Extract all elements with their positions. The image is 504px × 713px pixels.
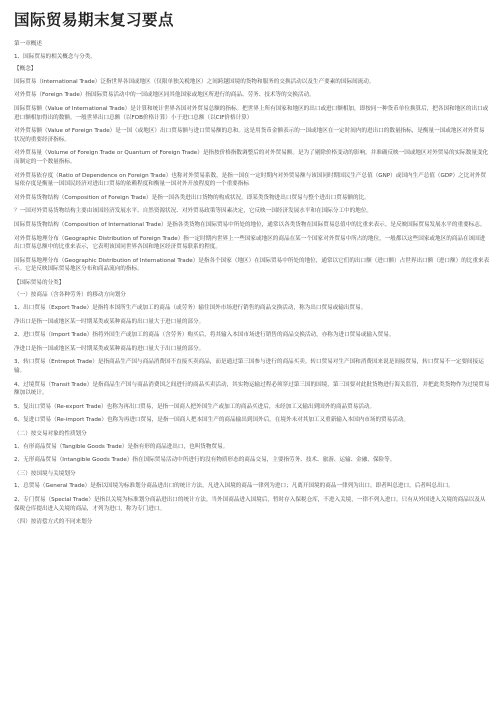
- paragraph: 3、转口贸易（Entrepot Trade）是指商品生产国与商品消费国不直接买卖商品，而是通过第三国参与进行的商品买卖。转口贸易对生产国和消费国来说是间接贸易，转口贸易不一定要间接运输。: [14, 359, 484, 375]
- paragraph: 国际贸易地理分布（Geographic Distribution of International Trade）是指各个国家（地区）在国际贸易中所处的地位，通常以它们的出口额（进口额）占世界出口额（进口额）的比重来表示。它是反映国际贸易地区分布和商品流向的指标。: [14, 257, 490, 273]
- subsection-heading: 【概念】: [14, 66, 37, 73]
- paragraph: 国际贸易额（Value of International Trade）是计算和统计世界各国对外贸易总额的指标。把世界上所有国家和地区的出口或进口额相加，即按同一种货币单位换算后，把各国和地区的出口或进口额相加得出的数额。一般世界出口总额（以FOB价格计算）小于进口总额（以CIF价格计算）: [14, 105, 489, 121]
- paragraph: 国际贸易（International Trade）泛指世界各国或地区（仅限单独关税地区）之间跨越国境的货物和服务的交换活动以及生产要素的国际间流动。: [14, 78, 375, 85]
- subsection-heading: （二）按交易对象的性质划分: [14, 431, 87, 437]
- paragraph: 5、复出口贸易（Re-export Trade）也称为再出口贸易，是指一国商人把外国生产或加工的商品买进后，未经加工又输出到国外的商品贸易活动。: [14, 403, 376, 410]
- paragraph: 对外贸易货物结构（Composition of Foreign Trade）是指一国各类进出口货物的构成状况。即某类货物进出口贸易与整个进出口贸易额的比。: [14, 194, 370, 201]
- subsection-heading: 【国际贸易的分类】: [14, 279, 65, 286]
- paragraph: 2、专门贸易（Special Trade）是指以关境为标准划分商品进出口的统计方法。当外国商品进入国境后，暂时存入保税仓库，不进入关境，一律不列入进口。只有从外国进入关境的商品以及从保税仓库提出进入关境的商品，才列为进口，称为专门进口。: [14, 496, 486, 512]
- paragraph: 2、无形商品贸易（Intangible Goods Trade）指在国际贸易活动中所进行的没有物质形态的商品交易，主要指劳务、技术、旅游、运输、金融、保险等。: [14, 457, 396, 464]
- paragraph: 对外贸易地理分布（Geographic Distribution of Foreign Trade）指一定时期内世界上一些国家或地区的商品在某一个国家对外贸易中所占的地位，一般都以这些国家或地区的商品在该国进出口贸易总额中的比重来表示，它表明该国同世界各国和地区经济贸易联系的程度。: [14, 235, 486, 251]
- paragraph: 对外贸易依存度（Ratio of Dependence on Foreign Trade）也称对外贸易系数，是指一国在一定时期内对外贸易额与该国同时期国民生产总值（GNP）或国内生产总值（GDP）之比对外贸易依存度是衡量一国国民经济对进出口贸易的依赖程度和衡量一国对外开放程度的一个重要指标: [14, 172, 487, 188]
- paragraph: 净出口是指一国或地区某一时期某类或某种商品的出口量大于进口量的部分。: [14, 318, 205, 325]
- chapter-heading: 第一章概述: [14, 41, 42, 47]
- paragraph: 净进口是指一国或地区某一时期某类或某种商品的进口量大于出口量的部分。: [14, 345, 205, 352]
- subsection-heading: （一）按商品（含各种劳务）的移动方向划分: [14, 292, 126, 299]
- section-heading: 1、国际贸易的相关概念与分类。: [14, 53, 96, 60]
- paragraph: 对外贸易量（Volume of Foreign Trade or Quantum of Foreign Trade）是指按价格指数调整后的对外贸易额。是为了剔除价格变动的影响，并准确反映一国或地区对外贸易的实际数量变化而制定的一个数量指标。: [14, 150, 489, 165]
- subsection-heading: （四）按清偿方式的不同来划分: [14, 519, 93, 526]
- paragraph: 1、总贸易（General Trade）是指以国境为标准划分商品进出口的统计方法，凡进入国境的商品一律列为进口；凡离开国境的商品一律列为出口。即者叫总进口，后者叫总出口。: [14, 483, 454, 490]
- paragraph: 6、复进口贸易（Re-import Trade）也称为再进口贸易，是指一国商人把本国生产的商品输出到国外后，在境外未对其加工又重新输入本国内市场的贸易活动。: [14, 417, 410, 424]
- paragraph: 1、出口贸易（Export Trade）是指将本国所生产或加工的商品（或劳务）输往国外市场进行销售的商品交换活动，称为出口贸易或输出贸易。: [14, 305, 367, 312]
- paragraph: 2、进口贸易（Import Trade）指将外国生产或加工的商品（含劳务）购买后，将其输入本国市场进行销售的商品交换活动，亦称为进口贸易或输入贸易。: [14, 332, 395, 339]
- paragraph: 1、有形商品贸易（Tangible Goods Trade）是指有形的商品进出口，也叫货物贸易。: [14, 443, 229, 450]
- paragraph: 4、过境贸易（Transit Trade）是指商品生产国与商品消费国之间进行的商品买卖活动，其实物运输过程必须穿过第三国的国境，第三国要对此批货物进行海关监管，并把此类货物作为过境贸易额加以统计。: [14, 381, 490, 397]
- paragraph: 对外贸易额（Value of Foreign Trade）是一国（或地区）出口贸易额与进口贸易额的总和。这是用货币金额表示的一国或地区在一定时间内的进出口的数量指标，是衡量一国或地区对外贸易状况的重要经济指标。: [14, 128, 485, 143]
- page-title: 国际贸易期末复习要点: [14, 11, 175, 29]
- paragraph: ？一国对外贸易货物结构主要由该国经济发展水平、自然资源状况、对外贸易政策等因素决定，它反映一国经济发展水平和在国际分工中的地位。: [14, 208, 373, 215]
- subsection-heading: （三）按国境与关境划分: [14, 470, 76, 477]
- paragraph: 对外贸易（Foreign Trade）指国际贸易活动中的一国或地区同其他国家或地区所进行的商品、劳务、技术等的交换活动。: [14, 92, 315, 99]
- paragraph: 国际贸易货物结构（Composition of International Trade）是指各类货物在国际贸易中所处的地位，通常以各类货物在国际贸易总值中的比重来表示。是反映国际贸易发展水平的重要标志。: [14, 221, 486, 228]
